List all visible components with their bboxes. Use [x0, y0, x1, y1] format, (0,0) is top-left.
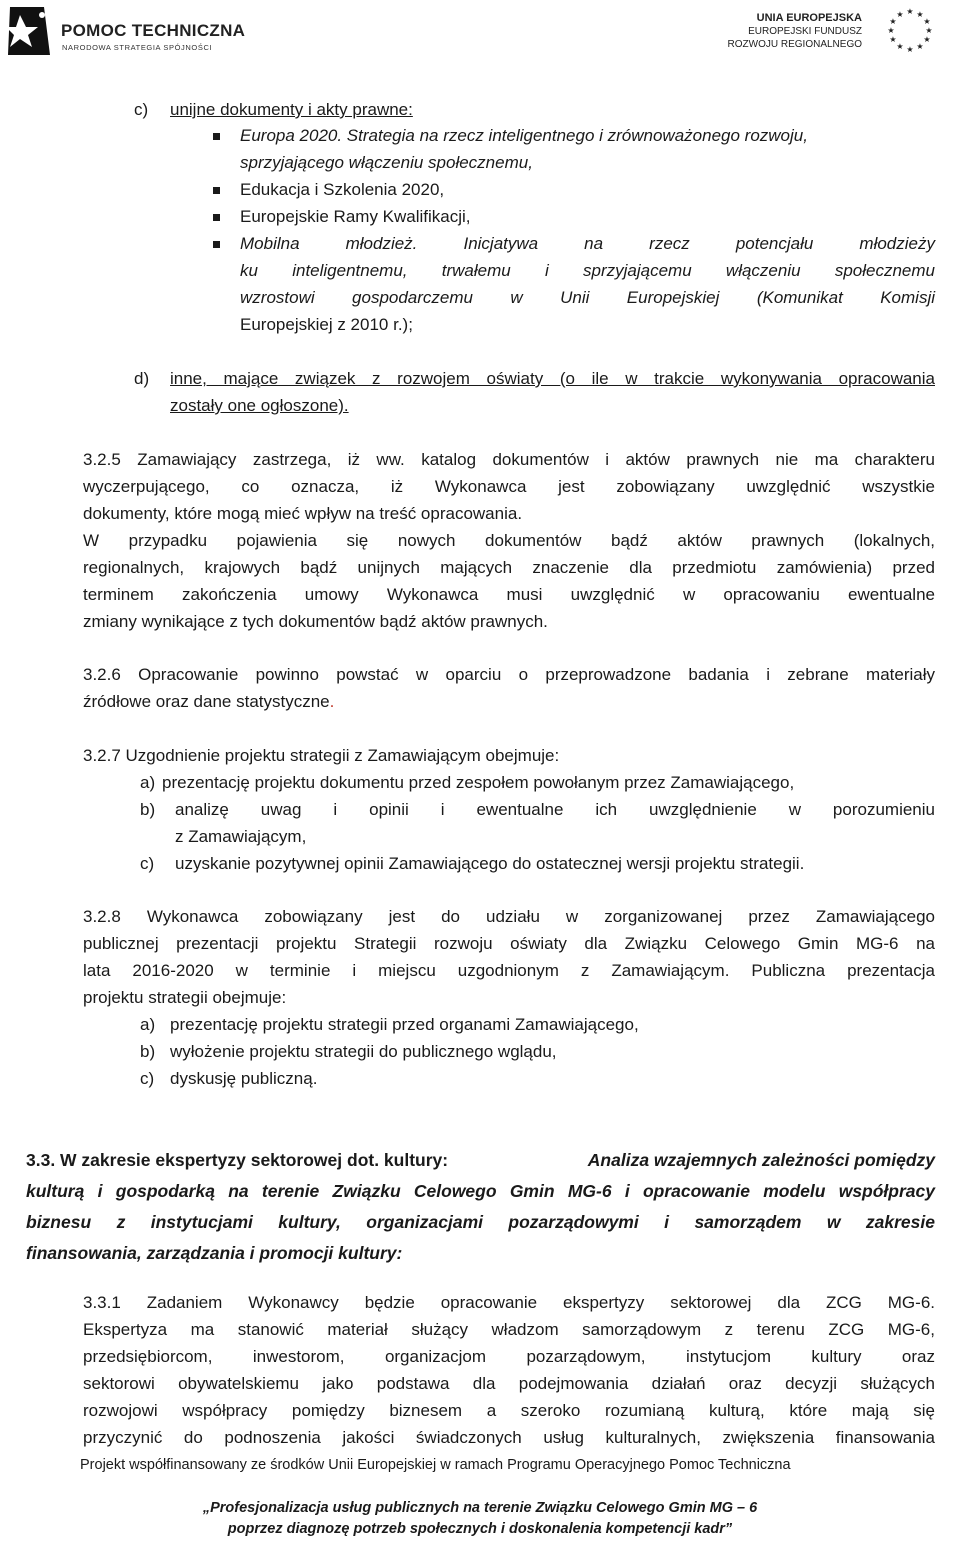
- bullet-1-line-2: sprzyjającego włączeniu społecznemu,: [240, 153, 533, 172]
- sec-331-line-4: sektorowi obywatelskiemu jako podstawa dla podejmowania działań oraz decyzji służących: [83, 1374, 935, 1393]
- sec-325-line-6: terminem zakończenia umowy Wykonawca musi uwzględnić w opracowaniu ewentualne: [83, 585, 935, 604]
- sec-33-heading-line-4: finansowania, zarządzania i promocji kultury:: [26, 1243, 403, 1263]
- sec-327-b-line-1: analizę uwag i opinii i ewentualne ich uwzględnienie w porozumieniu: [175, 800, 935, 819]
- svg-text:★: ★: [906, 7, 914, 16]
- svg-text:★: ★: [889, 35, 897, 44]
- eu-flag-icon: [870, 6, 950, 54]
- svg-text:★: ★: [906, 45, 914, 54]
- item-d-line-2: zostały one ogłoszone).: [170, 396, 349, 415]
- sec-328-line-4: projektu strategii obejmuje:: [83, 988, 287, 1007]
- eu-logo-line2: EUROPEJSKI FUNDUSZ: [748, 26, 862, 37]
- eu-logo-line1: UNIA EUROPEJSKA: [756, 12, 862, 24]
- bullet-4-line-2: ku inteligentnemu, trwałemu i sprzyjającemu włączeniu społecznemu: [240, 261, 935, 280]
- left-logo-subtitle: NARODOWA STRATEGIA SPÓJNOŚCI: [62, 43, 213, 52]
- svg-text:★: ★: [925, 26, 933, 35]
- sec-327-a-text: prezentację projektu dokumentu przed zespołem powołanym przez Zamawiającego,: [162, 773, 795, 792]
- bullet-4-line-3: wzrostowi gospodarczemu w Unii Europejskiej (Komunikat Komisji: [240, 288, 935, 307]
- item-c-label: unijne dokumenty i akty prawne:: [170, 100, 413, 119]
- sec-33-heading-line-2: kulturą i gospodarką na terenie Związku Celowego Gmin MG-6 i opracowanie modelu współpracy: [26, 1181, 935, 1201]
- sec-328-c-marker: c): [140, 1069, 155, 1088]
- footer-cofinancing-note: Projekt współfinansowany ze środków Unii Europejskiej w ramach Programu Operacyjnego Pomoc Techniczna: [80, 1457, 791, 1473]
- item-d-marker: d): [134, 369, 150, 388]
- svg-text:★: ★: [896, 10, 904, 19]
- sec-326-line-2: źródłowe oraz dane statystyczne.: [83, 692, 335, 711]
- bullet-icon: [213, 133, 220, 140]
- sec-33-heading-line-1: 3.3. W zakresie ekspertyzy sektorowej dot. kultury: Analiza wzajemnych zależności pomiędzy: [26, 1150, 935, 1170]
- sec-325-line-1: 3.2.5 Zamawiający zastrzega, iż ww. katalog dokumentów i aktów prawnych nie ma charakteru: [83, 450, 935, 469]
- item-d-line-1: inne, mające związek z rozwojem oświaty (o ile w trakcie wykonywania opracowania: [170, 369, 935, 388]
- pomoc-techniczna-logo: [6, 5, 246, 57]
- bullet-2: Edukacja i Szkolenia 2020,: [240, 180, 445, 199]
- sec-325-line-7: zmiany wynikające z tych dokumentów bądź aktów prawnych.: [83, 612, 548, 631]
- sec-331-line-6: przyczynić do podnoszenia jakości świadczonych usług kulturalnych, zwiększenia finansowania: [83, 1428, 935, 1447]
- eu-logo: [722, 6, 952, 54]
- sec-331-line-5: rozwojowi współpracy pomiędzy biznesem a szeroko rozumianą kulturą, które mają się: [83, 1401, 935, 1420]
- sec-328-line-1: 3.2.8 Wykonawca zobowiązany jest do udziału w zorganizowanej przez Zamawiającego: [83, 907, 935, 926]
- left-logo-title: POMOC TECHNICZNA: [61, 21, 246, 40]
- bullet-3: Europejskie Ramy Kwalifikacji,: [240, 207, 471, 226]
- bullet-icon: [213, 214, 220, 221]
- footer-project-title-line-1: „Profesjonalizacja usług publicznych na terenie Związku Celowego Gmin MG – 6: [202, 1500, 758, 1516]
- bullet-4-line-1: Mobilna młodzież. Inicjatywa na rzecz potencjału młodzieży: [240, 234, 935, 253]
- svg-text:★: ★: [916, 42, 924, 51]
- sec-33-heading-line-3: biznesu z instytucjami kultury, organizacjami pozarządowymi i samorządem w zakresie: [26, 1212, 935, 1232]
- svg-text:★: ★: [923, 35, 931, 44]
- sec-326-line-1: 3.2.6 Opracowanie powinno powstać w oparciu o przeprowadzone badania i zebrane materiały: [83, 665, 935, 684]
- sec-327-a-marker: a): [140, 773, 156, 792]
- svg-text:★: ★: [923, 17, 931, 26]
- svg-text:★: ★: [896, 42, 904, 51]
- sec-328-line-2: publicznej prezentacji projektu Strategii rozwoju oświaty dla Związku Celowego Gmin MG-6 na: [83, 934, 935, 953]
- sec-331-line-3: przedsiębiorcom, inwestorom, organizacjom pozarządowym, instytucjom kultury oraz: [83, 1347, 935, 1366]
- sec-328-a-marker: a): [140, 1015, 156, 1034]
- item-c-marker: c): [134, 100, 149, 119]
- svg-text:★: ★: [916, 10, 924, 19]
- svg-text:★: ★: [889, 17, 897, 26]
- sec-328-b-text: wyłożenie projektu strategii do publicznego wglądu,: [170, 1042, 557, 1061]
- sec-325-line-5: regionalnych, krajowych bądź unijnych mających znaczenie dla przedmiotu zamówienia) przed: [83, 558, 935, 577]
- sec-328-a-text: prezentację projektu strategii przed organami Zamawiającego,: [170, 1015, 639, 1034]
- sec-331-line-2: Ekspertyza ma stanowić materiał służący władzom samorządowym z terenu ZCG MG-6,: [83, 1320, 935, 1339]
- sec-325-line-4: W przypadku pojawienia się nowych dokumentów bądź aktów prawnych (lokalnych,: [83, 531, 935, 550]
- sec-327-c-text: uzyskanie pozytywnej opinii Zamawiającego do ostatecznej wersji projektu strategii.: [175, 854, 805, 873]
- sec-328-b-marker: b): [140, 1042, 156, 1061]
- page-header: [0, 0, 960, 62]
- sec-331-line-1: 3.3.1 Zadaniem Wykonawcy będzie opracowanie ekspertyzy sektorowej dla ZCG MG-6.: [83, 1293, 935, 1312]
- sec-327-b-marker: b): [140, 800, 156, 819]
- footer-project-title-line-2: poprzez diagnozę potrzeb społecznych i doskonalenia kompetencji kadr”: [227, 1521, 733, 1537]
- svg-text:★: ★: [887, 26, 895, 35]
- bullet-icon: [213, 187, 220, 194]
- pomoc-techniczna-logo-icon: [6, 5, 54, 57]
- sec-327-b-line-2: z Zamawiającym,: [175, 827, 307, 846]
- eu-logo-line3: ROZWOJU REGIONALNEGO: [727, 39, 862, 50]
- bullet-icon: [213, 241, 220, 248]
- sec-325-line-3: dokumenty, które mogą mieć wpływ na treść opracowania.: [83, 504, 523, 523]
- bullet-4-line-4: Europejskiej z 2010 r.);: [240, 315, 413, 334]
- sec-328-line-3: lata 2016-2020 w terminie i miejscu uzgodnionym z Zamawiającym. Publiczna prezentacja: [83, 961, 935, 980]
- sec-327-c-marker: c): [140, 854, 155, 873]
- sec-327-intro: 3.2.7 Uzgodnienie projektu strategii z Zamawiającym obejmuje:: [83, 746, 560, 765]
- bullet-1-line-1: Europa 2020. Strategia na rzecz inteligentnego i zrównoważonego rozwoju,: [240, 126, 808, 145]
- sec-328-c-text: dyskusję publiczną.: [170, 1069, 318, 1088]
- sec-325-line-2: wyczerpującego, co oznacza, iż Wykonawca jest zobowiązany uwzględnić wszystkie: [83, 477, 935, 496]
